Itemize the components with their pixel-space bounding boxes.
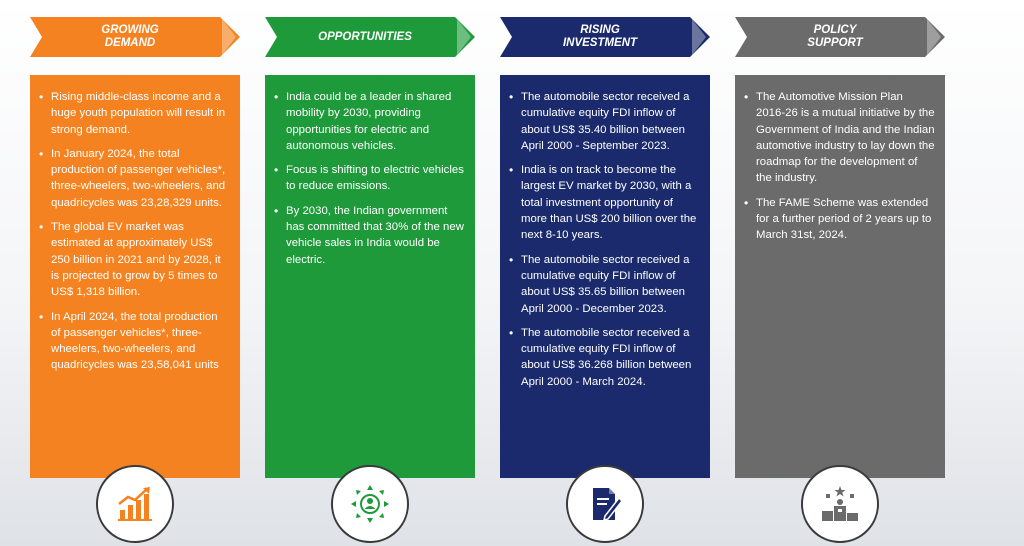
document-pen-icon [566, 465, 644, 543]
list-item: • India is on track to become the largest EV market by 2030, with a total investment opportunity of more than US$ 200 billion over the next 8-10 years. [508, 162, 700, 243]
column-policy-support [735, 0, 945, 546]
list-item: • Rising middle-class income and a huge youth population will result in strong demand. [38, 89, 230, 138]
list-item: • The global EV market was estimated at approximately US$ 250 billion in 2021 and by 2028, it is projected to grow by 5 times to US$ 1,318 billion. [38, 219, 230, 300]
column-growing-demand [30, 0, 240, 546]
banner-title: RISING INVESTMENT [562, 24, 638, 49]
banner-rising-investment [500, 17, 710, 57]
banner-growing-demand [30, 17, 240, 57]
banner-title: OPPORTUNITIES [318, 30, 412, 43]
list-item: • The automobile sector received a cumulative equity FDI inflow of about US$ 36.268 billion between April 2000 - March 2024. [508, 325, 700, 390]
banner-policy-support [735, 17, 945, 57]
list-item: • The automobile sector received a cumulative equity FDI inflow of about US$ 35.65 billion between April 2000 - December 2023. [508, 252, 700, 317]
list-item: • In January 2024, the total production of passenger vehicles*, three-wheelers, two-wheelers, and quadricycles was 23,28,329 units. [38, 146, 230, 211]
content-box [500, 75, 710, 478]
list-item: • The FAME Scheme was extended for a further period of 2 years up to March 31st, 2024. [743, 195, 935, 244]
content-box [265, 75, 475, 478]
growth-chart-icon [96, 465, 174, 543]
user-network-icon [331, 465, 409, 543]
bullet-list [38, 89, 230, 374]
list-item: • India could be a leader in shared mobility by 2030, providing opportunities for electric and autonomous vehicles. [273, 89, 465, 154]
column-rising-investment [500, 0, 710, 546]
banner-title: GROWING DEMAND [101, 24, 159, 49]
list-item: • Focus is shifting to electric vehicles to reduce emissions. [273, 162, 465, 195]
banner-title: POLICY SUPPORT [807, 24, 863, 49]
list-item: • In April 2024, the total production of passenger vehicles*, three-wheelers, two-wheelers, and quadricycles was 23,58,041 units [38, 309, 230, 374]
list-item: • The Automotive Mission Plan 2016-26 is a mutual initiative by the Government of India and the Indian automotive industry to lay down the roadmap for the development of the industry. [743, 89, 935, 187]
content-box [735, 75, 945, 478]
bullet-list [508, 89, 700, 390]
list-item: • By 2030, the Indian government has committed that 30% of the new vehicle sales in India would be electric. [273, 203, 465, 268]
bullet-list [273, 89, 465, 268]
column-opportunities [265, 0, 475, 546]
podium-icon [801, 465, 879, 543]
content-box [30, 75, 240, 478]
list-item: • The automobile sector received a cumulative equity FDI inflow of about US$ 35.40 billion between April 2000 - September 2023. [508, 89, 700, 154]
banner-opportunities [265, 17, 475, 57]
bullet-list [743, 89, 935, 244]
